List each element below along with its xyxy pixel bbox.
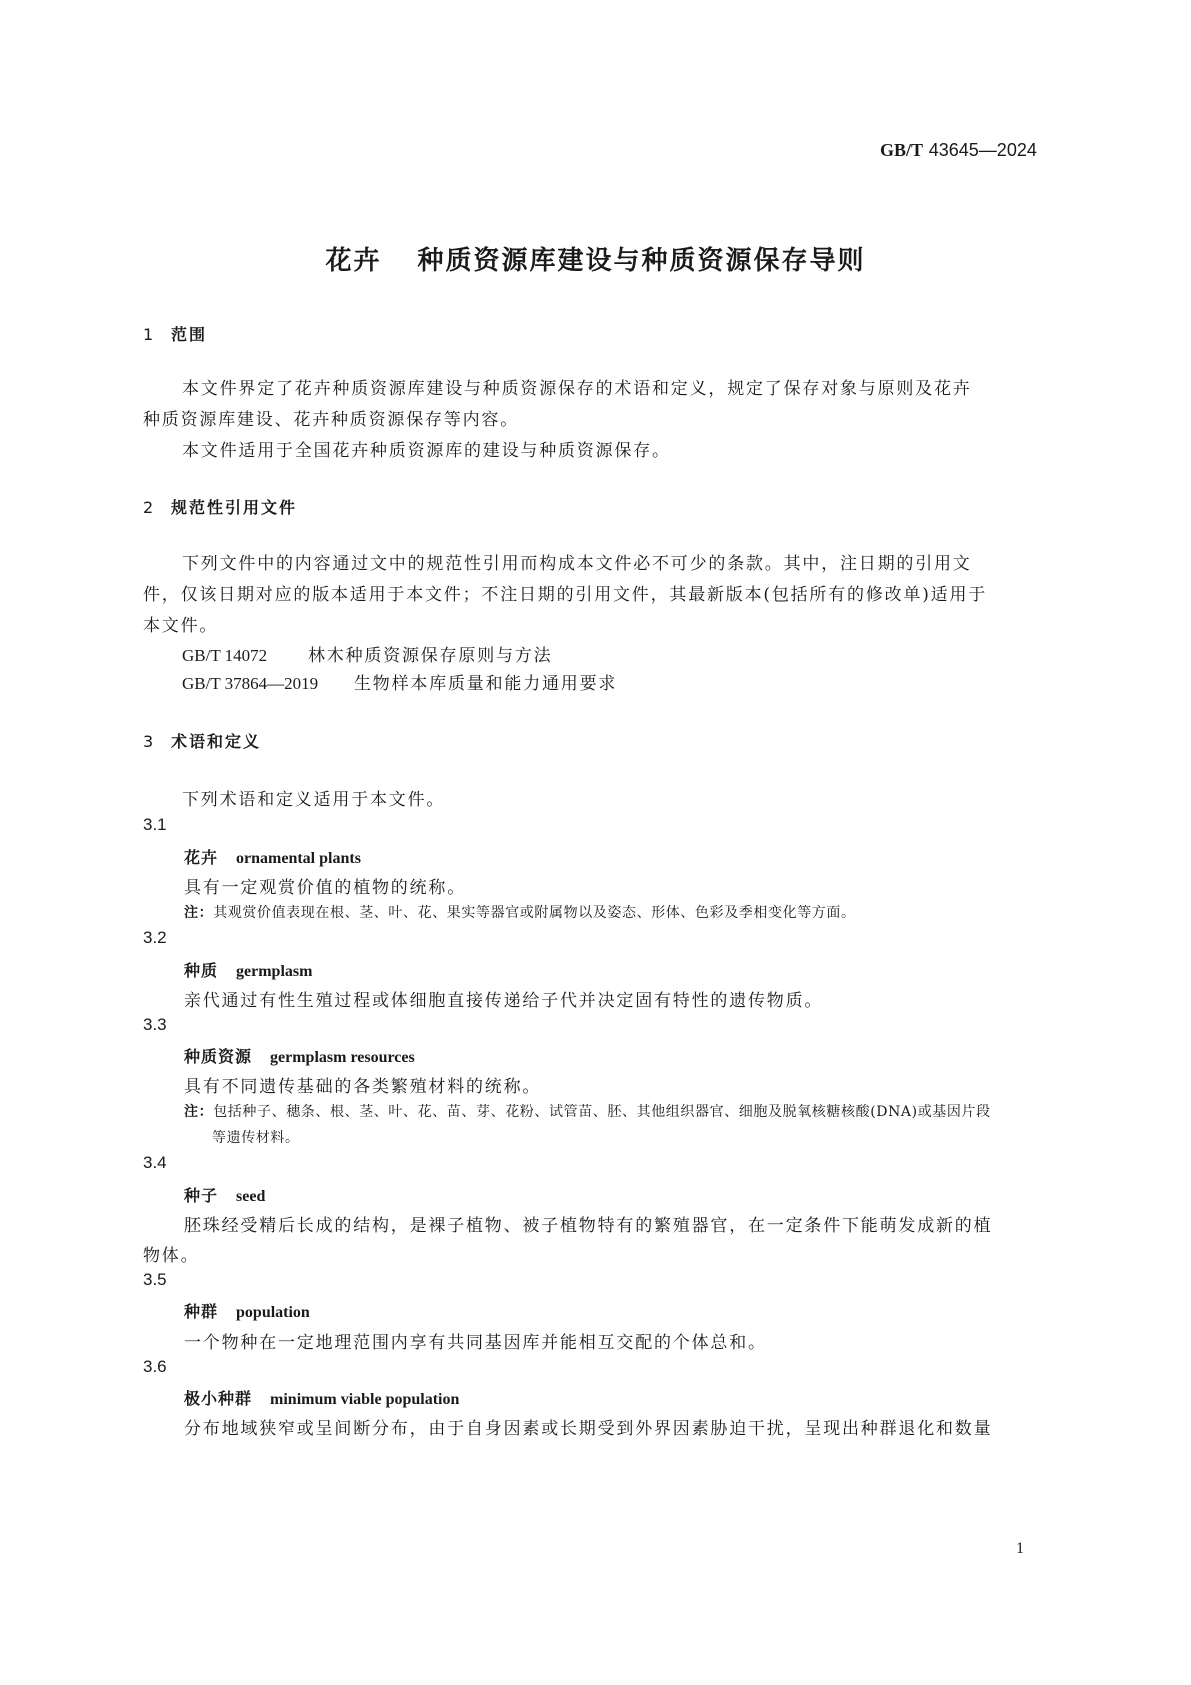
term-entry <box>184 845 361 868</box>
term-entry <box>184 1183 265 1206</box>
term-en: germplasm resources <box>270 1049 415 1066</box>
term-definition: 具有一定观赏价值的植物的统称。 <box>184 878 466 898</box>
paragraph: 本文件适用于全国花卉种质资源库的建设与种质资源保存。 <box>182 441 671 461</box>
title-part-1: 花卉 <box>325 246 382 276</box>
term-en: minimum viable population <box>270 1391 460 1408</box>
page-number: 1 <box>1016 1540 1024 1557</box>
standard-code: 43645—2024 <box>928 140 1037 160</box>
reference-code: GB/T 37864—2019 <box>182 674 319 693</box>
clause-number: 3.2 <box>143 928 167 947</box>
clause-number: 3.6 <box>143 1357 167 1376</box>
note-label: 注： <box>184 905 214 921</box>
term-en: germplasm <box>236 963 313 980</box>
paragraph: 本文件界定了花卉种质资源库建设与种质资源保存的术语和定义，规定了保存对象与原则及花卉 <box>182 379 972 399</box>
term-definition: 具有不同遗传基础的各类繁殖材料的统称。 <box>184 1077 542 1097</box>
document-title <box>0 240 1191 277</box>
paragraph: 种质资源库建设、花卉种质资源保存等内容。 <box>143 410 519 430</box>
note-label: 注： <box>184 1104 214 1120</box>
term-en: population <box>236 1304 310 1321</box>
term-entry <box>184 1299 310 1322</box>
paragraph: 下列术语和定义适用于本文件。 <box>182 790 446 810</box>
standard-prefix: GB/T <box>880 140 924 160</box>
reference-name: 生物样本库质量和能力通用要求 <box>354 674 618 694</box>
term-entry <box>184 1044 415 1067</box>
term-zh: 种质资源 <box>184 1047 253 1066</box>
term-entry <box>184 1386 459 1409</box>
paragraph: 下列文件中的内容通过文中的规范性引用而构成本文件必不可少的条款。其中，注日期的引用文 <box>182 554 972 574</box>
reference-code: GB/T 14072 <box>182 646 268 665</box>
term-en: ornamental plants <box>236 850 361 867</box>
clause-number: 3.5 <box>143 1270 167 1289</box>
term-definition: 胚珠经受精后长成的结构，是裸子植物、被子植物特有的繁殖器官，在一定条件下能萌发成新的植 <box>184 1216 993 1236</box>
term-entry <box>184 958 312 981</box>
reference-name: 林木种质资源保存原则与方法 <box>308 646 553 666</box>
term-zh: 花卉 <box>184 848 219 867</box>
title-part-2: 种质资源库建设与种质资源保存导则 <box>417 246 866 276</box>
term-definition: 分布地域狭窄或呈间断分布，由于自身因素或长期受到外界因素胁迫干扰，呈现出种群退化和数量 <box>184 1419 993 1439</box>
term-zh: 种群 <box>184 1302 219 1321</box>
paragraph: 件，仅该日期对应的版本适用于本文件；不注日期的引用文件，其最新版本(包括所有的修改单)适用于 <box>143 585 988 605</box>
term-definition: 一个物种在一定地理范围内享有共同基因库并能相互交配的个体总和。 <box>184 1333 767 1353</box>
term-definition: 亲代通过有性生殖过程或体细胞直接传递给子代并决定固有特性的遗传物质。 <box>184 991 824 1011</box>
term-note: 注：其观赏价值表现在根、茎、叶、花、果实等器官或附属物以及姿态、形体、色彩及季相变化等方面。 <box>184 905 856 921</box>
term-note: 注：包括种子、穗条、根、茎、叶、花、苗、芽、花粉、试管苗、胚、其他组织器官、细胞及脱氧核糖核酸(DNA)或基因片段 <box>184 1104 991 1120</box>
normative-reference <box>182 641 552 666</box>
clause-number: 3.4 <box>143 1153 167 1172</box>
normative-reference <box>182 669 617 694</box>
section-heading-3: 3 术语和定义 <box>143 732 262 751</box>
clause-number: 3.3 <box>143 1015 167 1034</box>
term-note-continued: 等遗传材料。 <box>212 1130 300 1146</box>
clause-number: 3.1 <box>143 815 167 834</box>
term-zh: 种质 <box>184 961 219 980</box>
term-definition-continued: 物体。 <box>143 1246 200 1266</box>
term-zh: 种子 <box>184 1186 219 1205</box>
paragraph: 本文件。 <box>143 616 219 636</box>
section-heading-2: 2 规范性引用文件 <box>143 498 298 517</box>
term-en: seed <box>236 1188 266 1205</box>
section-heading-1: 1 范围 <box>143 325 208 344</box>
term-zh: 极小种群 <box>184 1389 253 1408</box>
standard-number <box>880 140 1037 161</box>
